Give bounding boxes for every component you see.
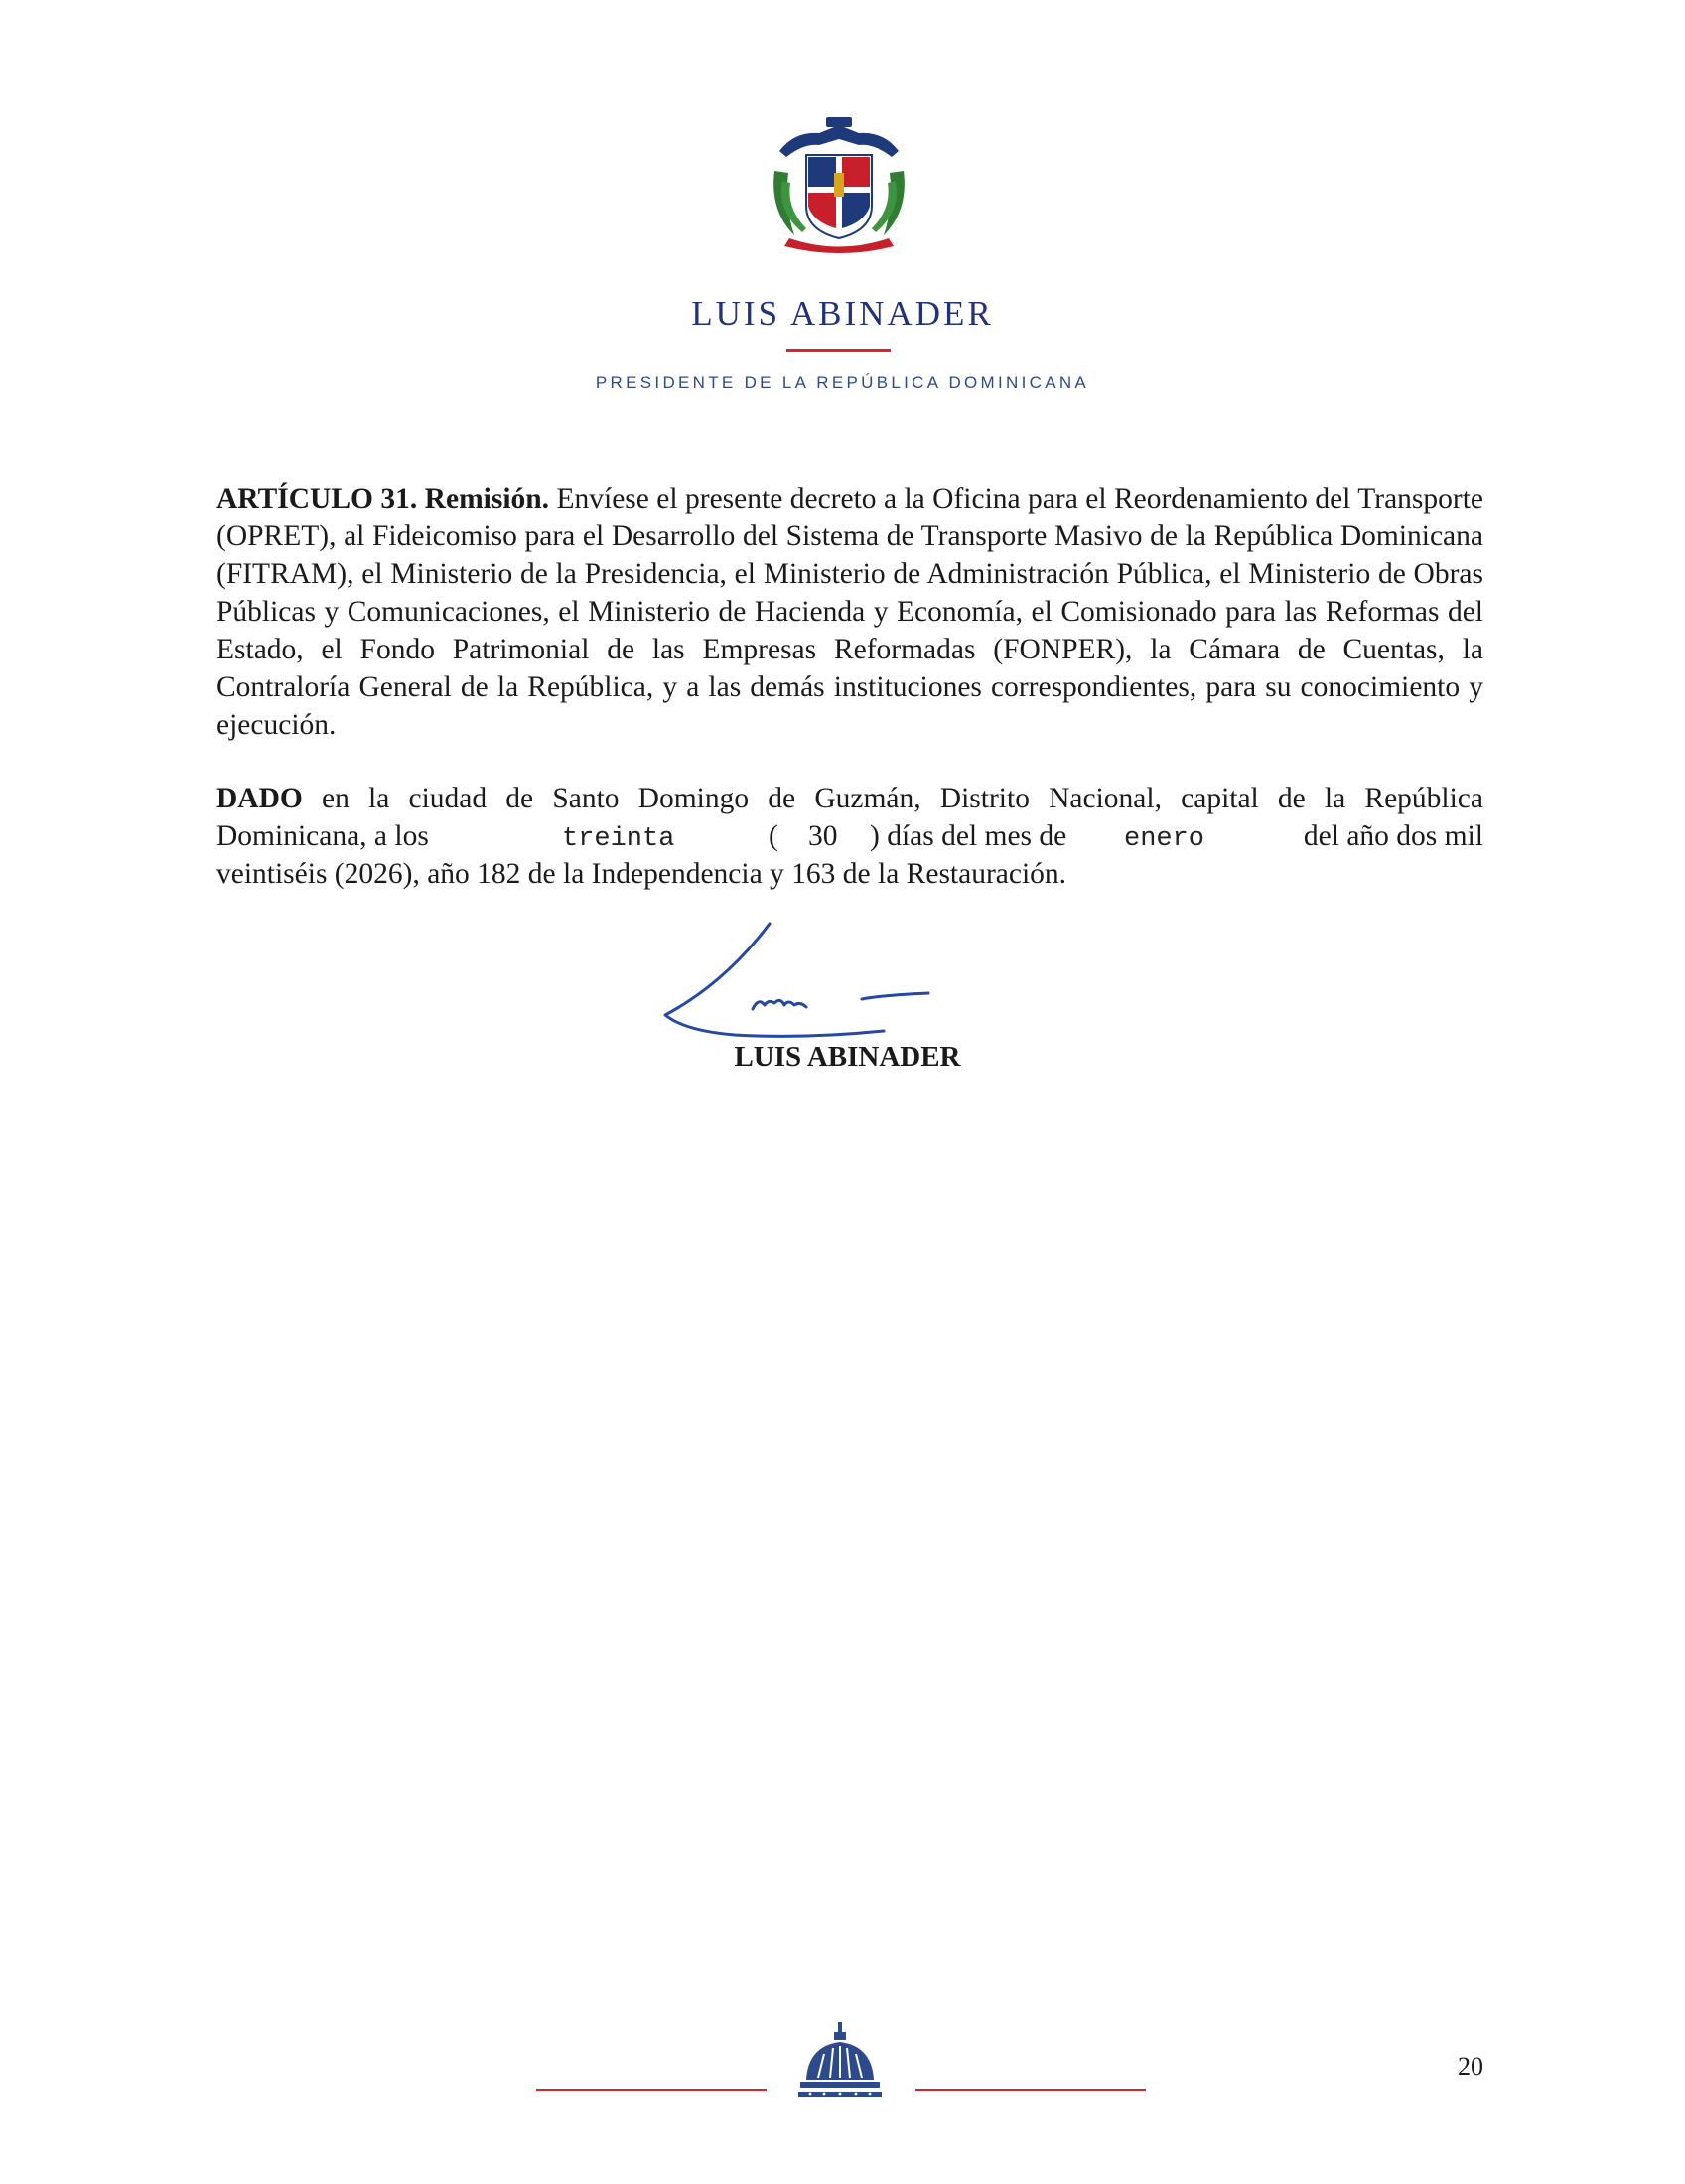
dado-line2-start: Dominicana, a los <box>216 820 429 852</box>
dado-lead: DADO <box>216 783 303 814</box>
day-words-field: treinta <box>562 824 675 854</box>
dado-line-1 <box>216 780 1483 817</box>
header-divider <box>786 349 891 352</box>
coat-of-arms-icon <box>765 111 913 255</box>
dome-icon <box>794 2022 886 2104</box>
dado-line2-end: del año dos mil <box>1303 820 1483 852</box>
footer-rule-right <box>915 2089 1146 2091</box>
dado-paragraph <box>216 780 1483 893</box>
dado-line-3: veintiséis (2026), año 182 de la Independencia y 163 de la Restauración. <box>216 858 1067 890</box>
article-body: Envíese el presente decreto a la Oficina para el Reordenamiento del Transporte (OPRET), al Fideicomiso para el Desarrollo del Sistema de Transporte Masivo de la República Dominicana (FITRAM), el Ministerio de la Presidencia, el Ministerio de Administración Pública, el Ministerio de Obras Públicas y Comunicaciones, el Ministerio de Hacienda y Economía, el Comisionado para las Reformas del Estado, el Fondo Patrimonial de las Empresas Reformadas (FONPER), la Cámara de Cuentas, la Contraloría General de la República, y a las demás instituciones correspondientes, para su conocimiento y ejecución. <box>216 483 1484 741</box>
footer-rule-left <box>536 2089 767 2091</box>
article-heading: ARTÍCULO 31. Remisión. <box>216 483 550 514</box>
page-number: 20 <box>1458 2052 1483 2081</box>
dado-line-2 <box>216 817 1483 855</box>
header-subtitle: PRESIDENTE DE LA REPÚBLICA DOMINICANA <box>595 373 1090 392</box>
dado-line2-mid: ) días del mes de <box>870 820 1067 852</box>
signer-name: LUIS ABINADER <box>734 1041 961 1073</box>
header-name: LUIS ABINADER <box>691 294 994 333</box>
paren-open: ( <box>769 820 778 852</box>
signature-icon <box>655 914 943 1053</box>
day-number-field: 30 <box>808 820 838 852</box>
month-field: enero <box>1124 824 1205 854</box>
dado-line1-text: en la ciudad de Santo Domingo de Guzmán, Distrito Nacional, capital de la República <box>322 783 1483 814</box>
article-31-paragraph <box>216 480 1483 744</box>
